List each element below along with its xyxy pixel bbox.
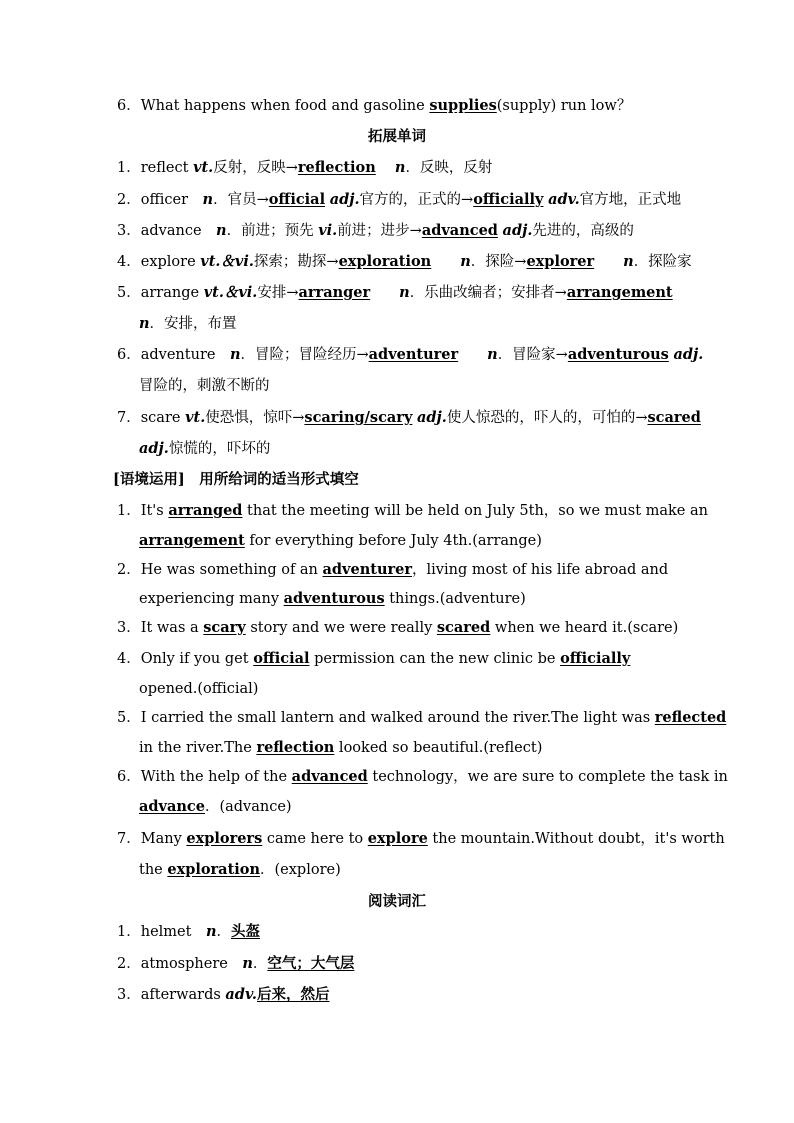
context-heading: [语境运用] 用所给词的适当形式填空	[113, 471, 359, 488]
expand-item-line	[117, 283, 673, 303]
context-item-line	[139, 531, 542, 551]
answer-blank: scaring/scary	[304, 409, 413, 426]
text-segment: adj.	[673, 346, 704, 363]
answer-blank: 空气；大气层	[267, 955, 355, 972]
text-segment: adj.	[416, 409, 447, 426]
item-number: 7．	[117, 410, 141, 426]
answer-blank: scary	[203, 619, 246, 636]
text-segment: He was something of an	[140, 562, 323, 578]
text-segment: vt.	[185, 409, 206, 426]
text-segment: the mountain.Without doubt，it's worth	[427, 831, 725, 847]
text-segment: 反射，反映→	[213, 160, 298, 176]
text-segment: adj.	[329, 191, 360, 208]
text-segment: opened.(official)	[139, 681, 259, 697]
answer-blank: arranged	[168, 502, 243, 519]
expand-item-line	[117, 345, 703, 365]
section-heading-expand: 拓展单词	[368, 128, 426, 145]
answer-blank: exploration	[167, 861, 261, 878]
text-segment	[458, 347, 487, 363]
item-number: 3．	[117, 620, 141, 636]
context-item-line	[117, 708, 726, 728]
text-segment: ．探险→	[470, 254, 527, 270]
answer-blank: explorers	[186, 830, 263, 847]
item-number: 1．	[117, 160, 141, 176]
text-segment: adv.	[548, 191, 580, 208]
expand-item-line	[139, 439, 270, 459]
text-segment: advance	[140, 223, 217, 239]
text-segment: n	[623, 253, 634, 270]
text-segment: n	[399, 284, 410, 301]
item-number: 4．	[117, 254, 141, 270]
text-segment: ．官员→	[213, 192, 269, 208]
answer-blank: supplies	[429, 97, 497, 114]
answer-blank: advanced	[421, 222, 498, 239]
item-number: 5．	[117, 285, 141, 301]
answer-blank: adventurer	[368, 346, 459, 363]
text-segment	[370, 285, 399, 301]
question-6-line	[117, 96, 631, 116]
text-segment: It's	[140, 503, 169, 519]
text-segment: 冒险的，刺激不断的	[139, 378, 270, 394]
item-number: 1．	[117, 924, 141, 940]
text-segment	[431, 254, 460, 270]
text-segment: n	[487, 346, 498, 363]
text-segment: n	[242, 955, 253, 972]
answer-blank: scared	[647, 409, 701, 426]
text-segment: 使人惊恐的，吓人的，可怕的→	[446, 410, 648, 426]
text-segment: n	[460, 253, 471, 270]
item-number: 2．	[117, 192, 141, 208]
answer-blank: adventurous	[283, 590, 385, 607]
text-segment: 先进的，高级的	[532, 223, 634, 239]
text-segment: ．	[252, 956, 268, 972]
answer-blank: reflection	[256, 739, 335, 756]
answer-blank: official	[268, 191, 326, 208]
item-number: 2．	[117, 956, 141, 972]
text-segment: adventure	[140, 347, 230, 363]
text-segment: adv.	[225, 986, 257, 1003]
text-segment: ．冒险家→	[497, 347, 568, 363]
text-segment: vt.	[193, 159, 214, 176]
answer-blank: advanced	[291, 768, 368, 785]
context-item-line	[139, 797, 292, 817]
text-segment	[376, 160, 395, 176]
text-segment: vt.＆vi.	[203, 284, 258, 301]
question-6-pre: 6．What happens when food and gasoline	[117, 98, 430, 114]
question-6-post: (supply) run low？	[496, 98, 632, 114]
expand-item-line	[139, 314, 237, 334]
text-segment: explore	[140, 254, 201, 270]
answer-blank: officially	[473, 191, 544, 208]
text-segment: With the help of the	[140, 769, 292, 785]
text-segment	[594, 254, 623, 270]
text-segment: arrange	[140, 285, 204, 301]
text-segment: adj.	[502, 222, 533, 239]
answer-blank: exploration	[338, 253, 432, 270]
context-item-line	[139, 679, 258, 699]
text-segment: afterwards	[140, 987, 226, 1003]
text-segment: reflect	[140, 160, 194, 176]
text-segment: I carried the small lantern and walked around the river.The light was	[140, 710, 655, 726]
text-segment: Many	[140, 831, 187, 847]
expand-item-line	[117, 221, 634, 241]
item-number: 2．	[117, 562, 141, 578]
context-item-line	[139, 860, 341, 880]
text-segment: n	[216, 222, 227, 239]
text-segment: 探索；勘探→	[253, 254, 339, 270]
answer-blank: adventurous	[567, 346, 669, 363]
text-segment: experiencing many	[139, 591, 284, 607]
answer-blank: advance	[139, 798, 205, 815]
reading-item-line	[117, 954, 354, 974]
text-segment: atmosphere	[140, 956, 243, 972]
answer-blank: adventurer	[322, 561, 412, 578]
context-item-line	[117, 618, 678, 638]
item-number: 4．	[117, 651, 141, 667]
answer-blank: 后来，然后	[256, 986, 330, 1003]
text-segment: vi.	[318, 222, 338, 239]
item-number: 6．	[117, 769, 141, 785]
text-segment: 官方地，正式地	[579, 192, 682, 208]
text-segment: the	[139, 862, 168, 878]
reading-item-line	[117, 985, 329, 1005]
expand-item-line	[117, 408, 701, 428]
text-segment: ．探险家	[633, 254, 692, 270]
text-segment: n	[202, 191, 214, 208]
answer-blank: reflection	[297, 159, 376, 176]
text-segment: officer	[140, 192, 203, 208]
expand-item-line	[117, 252, 692, 272]
item-number: 3．	[117, 223, 141, 239]
text-segment: technology，we are sure to complete the task in	[367, 769, 728, 785]
context-item-line	[117, 829, 725, 849]
text-segment: n	[394, 159, 406, 176]
text-segment: vt.＆vi.	[200, 253, 254, 270]
answer-blank: official	[253, 650, 310, 667]
answer-blank: arrangement	[139, 532, 245, 549]
text-segment: things.(adventure)	[384, 591, 526, 607]
answer-blank: 头盔	[231, 923, 260, 940]
text-segment: n	[205, 923, 217, 940]
text-segment: 前进；进步→	[337, 223, 422, 239]
text-segment: for everything before July 4th.(arrange)	[244, 533, 542, 549]
text-segment: that the meeting will be held on July 5th，so we must make an	[242, 503, 708, 519]
section-heading-reading: 阅读词汇	[368, 893, 426, 910]
expand-item-line	[117, 190, 681, 210]
context-item-line	[117, 649, 630, 669]
answer-blank: explorer	[526, 253, 595, 270]
text-segment: came here to	[262, 831, 368, 847]
answer-blank: reflected	[654, 709, 727, 726]
text-segment: scare	[140, 410, 186, 426]
item-number: 3．	[117, 987, 141, 1003]
text-segment: story and we were really	[245, 620, 437, 636]
answer-blank: arranger	[298, 284, 371, 301]
text-segment: in the river.The	[139, 740, 257, 756]
text-segment: ．	[216, 924, 231, 940]
answer-blank: scared	[436, 619, 491, 636]
text-segment: looked so beautiful.(reflect)	[334, 740, 543, 756]
text-segment: permission can the new clinic be	[309, 651, 561, 667]
item-number: 7．	[117, 831, 141, 847]
text-segment: Only if you get	[140, 651, 254, 667]
text-segment: helmet	[140, 924, 206, 940]
text-segment: adj.	[139, 440, 169, 457]
text-segment: 官方的，正式的→	[359, 192, 474, 208]
expand-item-line	[117, 158, 492, 178]
context-item-line	[139, 589, 526, 609]
context-item-line	[117, 560, 668, 580]
expand-item-line	[139, 376, 270, 396]
text-segment: 安排→	[257, 285, 299, 301]
context-item-line	[117, 767, 728, 787]
text-segment: n	[139, 315, 150, 332]
text-segment: ．冒险；冒险经历→	[240, 347, 369, 363]
text-segment: n	[229, 346, 241, 363]
text-segment: ．(explore)	[260, 862, 341, 878]
item-number: 6．	[117, 347, 141, 363]
text-segment: 惊慌的，吓坏的	[168, 441, 271, 457]
answer-blank: officially	[560, 650, 631, 667]
reading-item-line	[117, 922, 260, 942]
text-segment: 使恐惧，惊吓→	[205, 410, 305, 426]
answer-blank: arrangement	[566, 284, 673, 301]
text-segment: ．乐曲改编者；安排者→	[409, 285, 567, 301]
answer-blank: explore	[367, 830, 428, 847]
text-segment: ．反映，反射	[405, 160, 493, 176]
context-item-line	[117, 501, 708, 521]
text-segment: ．前进；预先	[226, 223, 319, 239]
item-number: 1．	[117, 503, 141, 519]
text-segment: ，living most of his life abroad and	[412, 562, 669, 578]
item-number: 5．	[117, 710, 141, 726]
text-segment: ．安排，布置	[149, 316, 237, 332]
text-segment: It was a	[140, 620, 204, 636]
text-segment: when we heard it.(scare)	[490, 620, 679, 636]
text-segment: ．(advance)	[204, 799, 292, 815]
context-item-line	[139, 738, 542, 758]
